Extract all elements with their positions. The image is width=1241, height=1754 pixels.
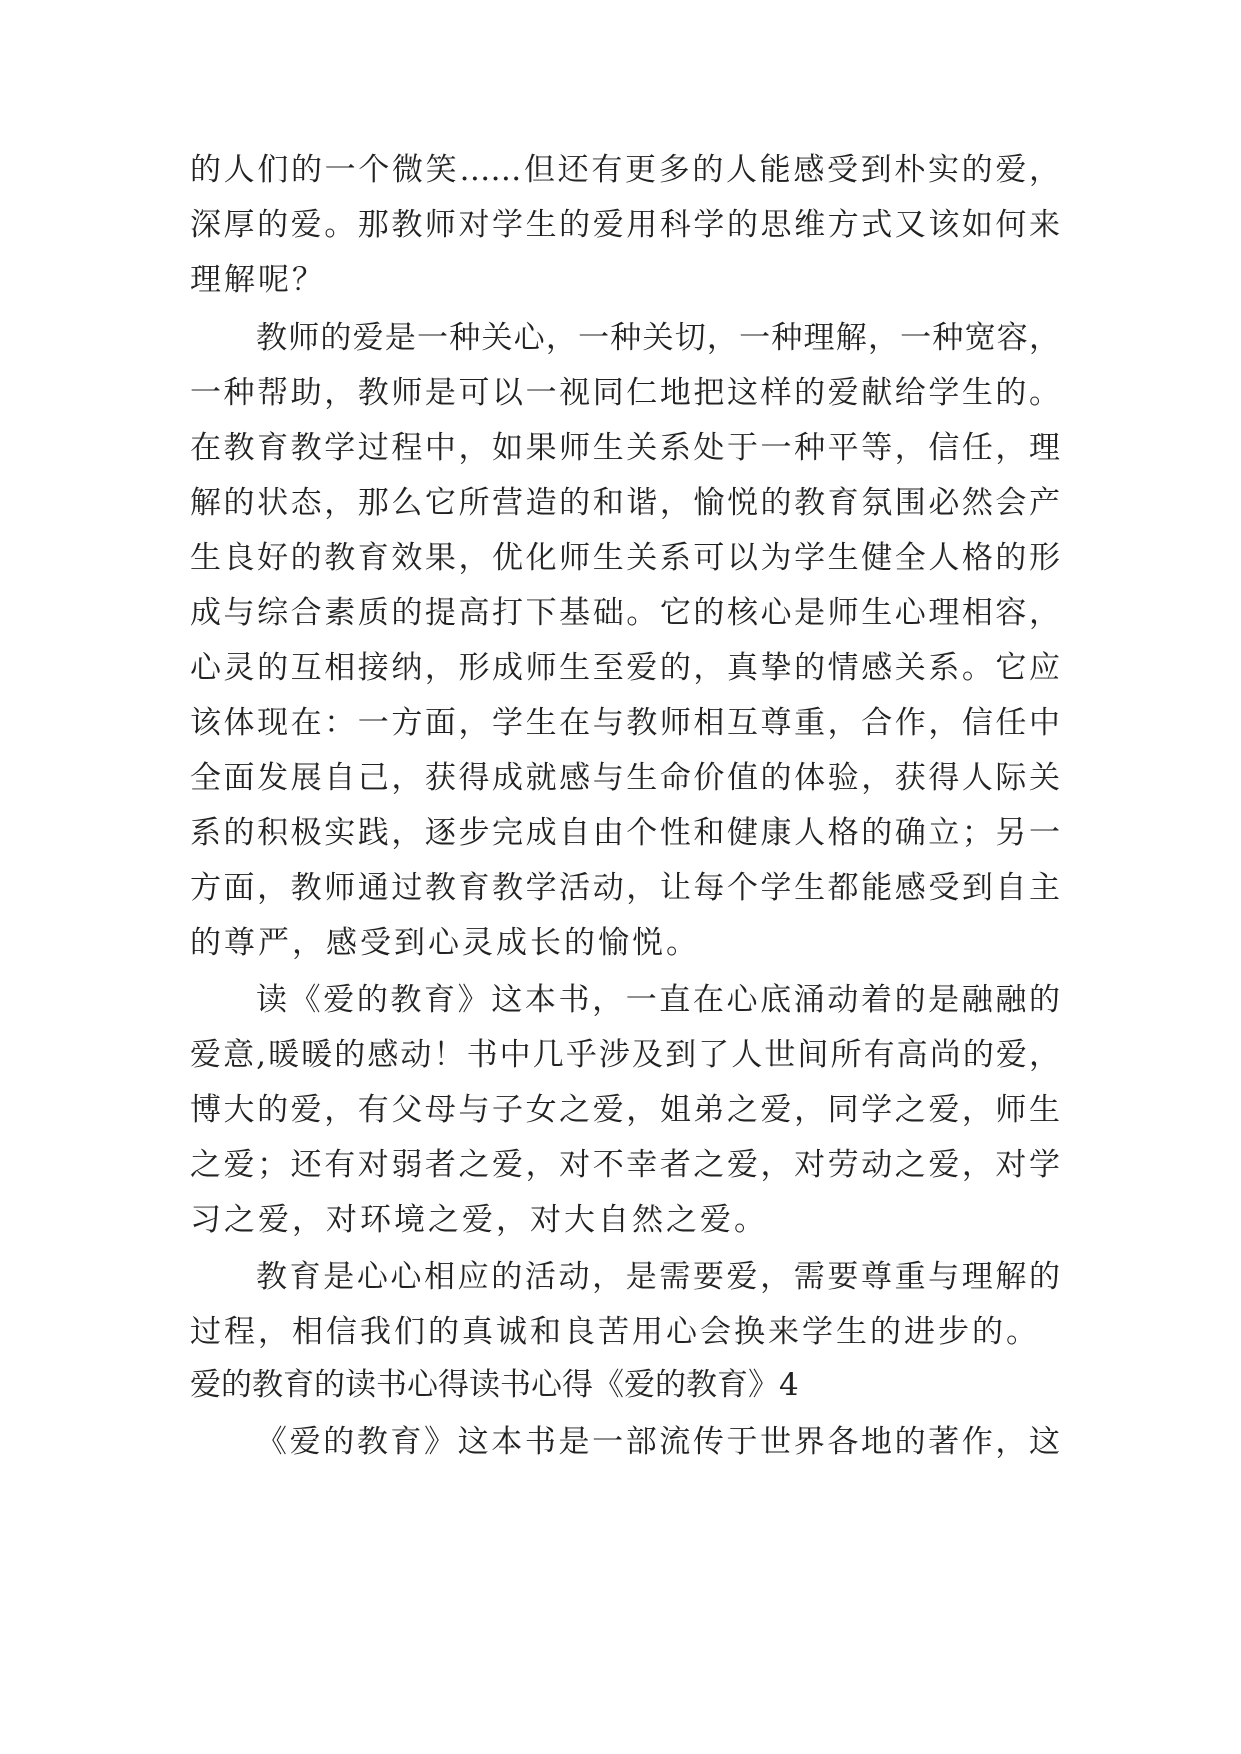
text-line: 深厚的爱。那教师对学生的爱用科学的思维方式又该如何来 <box>190 207 1060 243</box>
text-line: 解的状态，那么它所营造的和谐，愉悦的教育氛围必然会产 <box>190 485 1060 521</box>
text-line: 该体现在：一方面，学生在与教师相互尊重，合作，信任中 <box>190 705 1060 741</box>
text-line: 系的积极实践，逐步完成自由个性和健康人格的确立；另一 <box>190 815 1060 851</box>
text-line: 方面，教师通过教育教学活动，让每个学生都能感受到自主 <box>190 870 1060 906</box>
text-line: 习之爱，对环境之爱，对大自然之爱。 <box>190 1202 768 1238</box>
paragraph-first-line: 读《爱的教育》这本书，一直在心底涌动着的是融融的 <box>256 982 1060 1018</box>
paragraph-first-line: 教育是心心相应的活动，是需要爱，需要尊重与理解的 <box>256 1259 1060 1295</box>
text-line: 过程，相信我们的真诚和良苦用心会换来学生的进步的。 <box>190 1314 1040 1350</box>
text-line: 的尊严，感受到心灵成长的愉悦。 <box>190 925 700 961</box>
text-line: 爱意,暖暖的感动！书中几乎涉及到了人世间所有高尚的爱， <box>190 1037 1060 1073</box>
text-line: 心灵的互相接纳，形成师生至爱的，真挚的情感关系。它应 <box>190 650 1060 686</box>
section-heading: 爱的教育的读书心得读书心得《爱的教育》4 <box>190 1367 799 1403</box>
text-line: 博大的爱，有父母与子女之爱，姐弟之爱，同学之爱，师生 <box>190 1092 1060 1128</box>
text-line: 全面发展自己，获得成就感与生命价值的体验，获得人际关 <box>190 760 1060 796</box>
text-line: 在教育教学过程中，如果师生关系处于一种平等，信任，理 <box>190 430 1060 466</box>
text-line: 之爱；还有对弱者之爱，对不幸者之爱，对劳动之爱，对学 <box>190 1147 1060 1183</box>
text-line: 成与综合素质的提高打下基础。它的核心是师生心理相容， <box>190 595 1060 631</box>
text-line: 的人们的一个微笑……但还有更多的人能感受到朴实的爱， <box>190 152 1060 188</box>
paragraph-first-line: 《爱的教育》这本书是一部流传于世界各地的著作，这 <box>256 1424 1060 1460</box>
text-line: 理解呢？ <box>190 262 326 298</box>
text-line: 一种帮助，教师是可以一视同仁地把这样的爱献给学生的。 <box>190 375 1060 411</box>
paragraph-first-line: 教师的爱是一种关心，一种关切，一种理解，一种宽容， <box>256 320 1060 356</box>
text-line: 生良好的教育效果，优化师生关系可以为学生健全人格的形 <box>190 540 1060 576</box>
